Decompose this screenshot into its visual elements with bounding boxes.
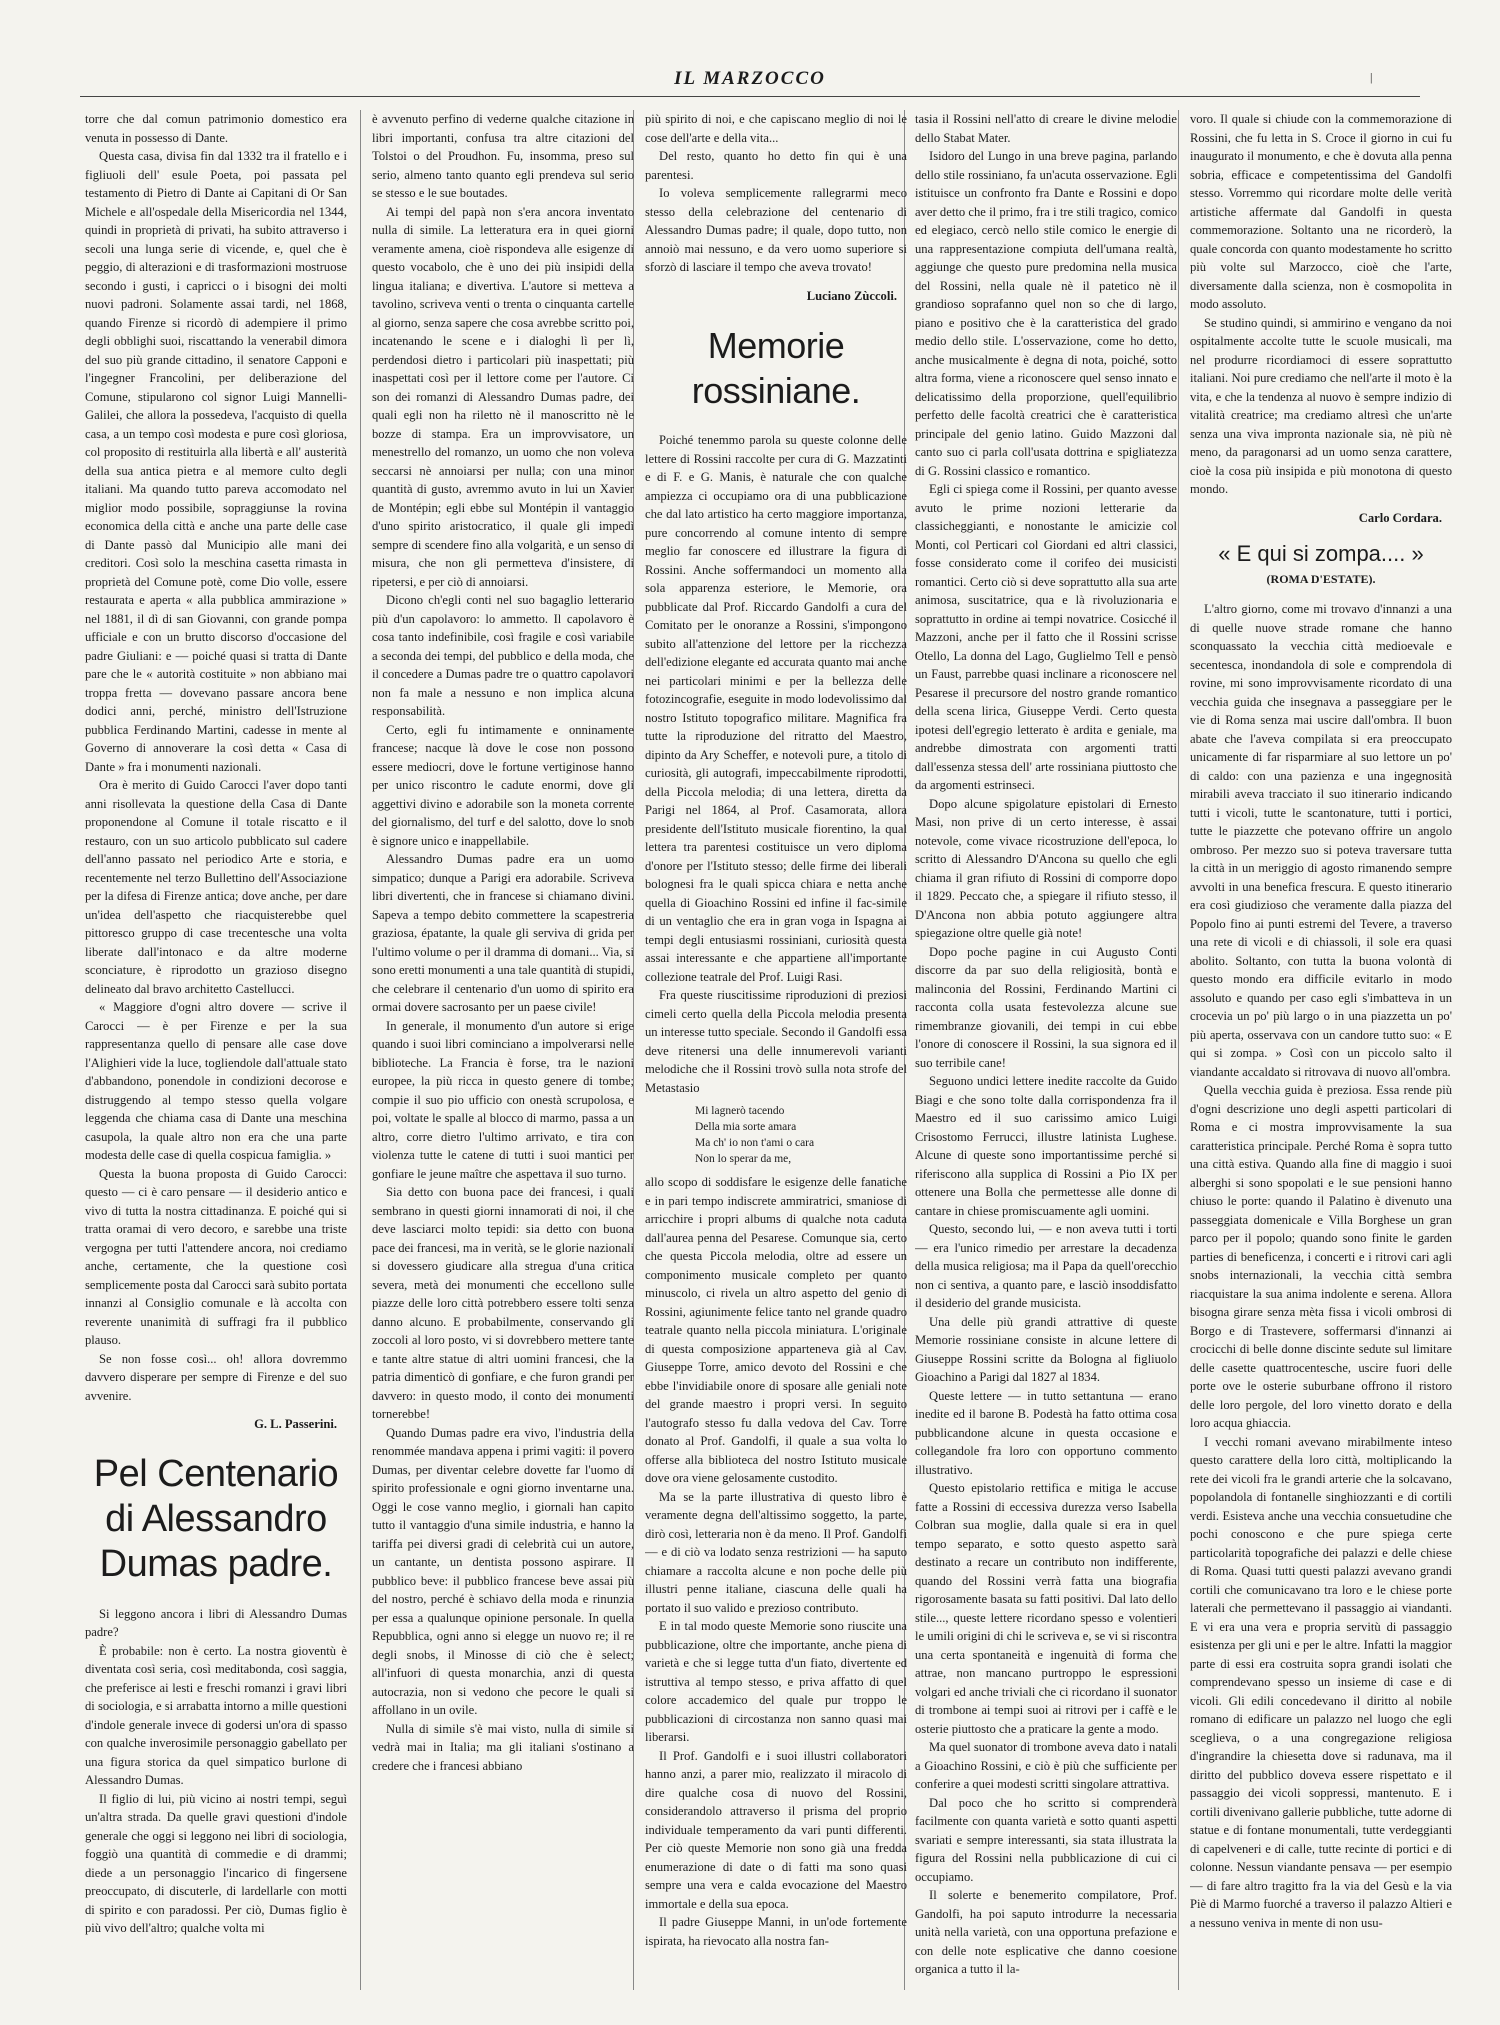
masthead: IL MARZOCCO: [674, 68, 826, 89]
paragraph: « Maggiore d'ogni altro dovere — scrive il Carocci — è per Firenze e per la sua rappresentanza quello di pensare alle case dove l'Alighieri vide la luce, togliendole dall'attuale stato d'abbandono, ponendole in condizioni decorose e distruggendo al tempo stesso quella volgare leggenda che chiama casa di Dante una meschina casupola, la quale altro non era che una parte modesta delle case di quella cospicua famiglia. »: [85, 1000, 347, 1162]
paragraph: Questo, secondo lui, — e non aveva tutti i torti — era l'unico rimedio per arrestare la decadenza della musica religiosa; ma il Papa da quell'orecchio non ci sentiva, a quanto pare, e lasciò insoddisfatto il desiderio del grande musicista.: [915, 1222, 1177, 1310]
paragraph: Io voleva semplicemente rallegrarmi meco stesso della celebrazione del centenario di Alessandro Dumas padre; il quale, dopo tutto, non annoiò mai nessuno, e da vero uomo superiore si sforzò di lasciare il tempo che aveva trovato!: [645, 186, 907, 274]
paragraph: Fra queste riuscitissime riproduzioni di preziosi cimeli certo quella della Piccola melodia presenta un interesse tutto speciale. Secondo il Gandolfi essa deve ritenersi una delle innumerevoli varianti melodiche che il Rossini trovò sulla nota strofe del Metastasio: [645, 988, 907, 1095]
paragraph: Queste lettere — in tutto settantuna — erano inedite ed il barone B. Podestà ha fatto ottima cosa pubblicandone alcune in questa occasione e collegandole fra loro con opportuno commento illustrativo.: [915, 1388, 1177, 1477]
article-subheading: (ROMA D'ESTATE).: [1266, 571, 1376, 586]
paragraph: più spirito di noi, e che capiscano meglio di noi le cose dell'arte e della vita...: [645, 112, 907, 145]
paragraph: Questa casa, divisa fin dal 1332 tra il fratello e i figliuoli dell' esule Poeta, poi passata pel testamento di Pietro di Dante ai Capitani di Or San Michele e all'ospedale della Misericordia nel 1344, quindi in proprietà di privati, ha subito attraverso i secoli una lunga serie di vicende, e, quel che è peggio, di alterazioni e di trasformazioni mostruose secondo i gusti, i capricci o i bisogni dei molti nuovi padroni. Solamente assai tardi, nel 1868, quando Firenze si ricordò di adempiere il primo degli obblighi suoi, riscattando la venerabil dimora del suo più grande cittadino, il senatore Capponi e l'ingegner Francolini, per deliberazione del Comune, stipularono col signor Luigi Mannelli-Galilei, che allora la possedeva, l'acquisto di quella casa, a un tempo così modesta e pure così gloriosa, col proposito di restituirla alla libertà e all' austerità della sua antica pietra e al memore culto degli italiani. Ma quando tutto pareva accomodato nel miglior modo possibile, sopraggiunse la rovina economica della città e anche una parte delle case di Dante passò dal Municipio alle mani dei creditori. Così solo la meschina casetta rimasta in proprietà del Comune potè, come Dio volle, essere restaurata e aperta « alla pubblica ammirazione » nel 1881, il dì di san Giovanni, con grande pompa ufficiale e con un brutto discorso d'occasione del padre Giuliani: e — poiché quasi si tratta di Dante pare che le « autorità costituite » non abbiano mai troppa fretta — dovevano passare ancora bene dodici anni, perché, ministro dell'Istruzione pubblica Ferdinando Martini, cadesse in mente al Governo di annoverare la così detta « Casa di Dante » fra i monumenti nazionali.: [85, 149, 347, 774]
paragraph: Il solerte e benemerito compilatore, Prof. Gandolfi, ha poi saputo introdurre la necessaria unità nella varietà, con una opportuna prefazione e con delle note esplicative che danno coesione organica a tutto il la-: [915, 1888, 1177, 1976]
author-signature: Carlo Cordara.: [1358, 510, 1442, 525]
paragraph: Dal poco che ho scritto si comprenderà facilmente con quanta varietà e sotto quanti aspetti svariati e sempre interessanti, sia stata illustrata la figura del Rossini nella pubblicazione di cui ci occupiamo.: [915, 1795, 1177, 1884]
verse-line: Ma ch' io non t'ami o cara: [695, 1137, 815, 1149]
paragraph: Questo epistolario rettifica e mitiga le accuse fatte a Rossini di eccessiva durezza verso Isabella Colbran sua moglie, dalla quale si era in quel tempo separato, e sotto questo aspetto sarà destinato a recare un contributo non indifferente, quando del Rossini verrà fatta una biografia rigorosamente basata su fatti positivi. Dal lato dello stile..., queste lettere ricordano spesso e volentieri le umili origini di chi le scriveva e, se vi si riscontra una certa spontaneità e ingenuità di forma che attrae, non mancano purtroppo le espressioni volgari ed anche triviali che ci ricordano il suonator di trombone ai tempi suoi ai ritrovi per i caffè e le osterie piuttosto che a praticare la gente a modo.: [915, 1481, 1177, 1736]
paragraph: Egli ci spiega come il Rossini, per quanto avesse avuto le prime nozioni letterarie da classicheggianti, e nonostante le amicizie col Monti, col Perticari col Giordani ed altri classici, fosse considerato come il corifeo dei musicisti romantici. Certo ciò si deve soprattutto alla sua arte animosa, suscitatrice, qua e là rivoluzionaria e soprattutto in ordine ai tempi novatrice. Cosicché il Mazzoni, anche per il fatto che il Rossini scrisse Otello, La donna del Lago, Guglielmo Tell e pensò un Faust, parrebbe quasi inclinare a riconoscere nel Pesarese il precursore del nostro grande romantico della scena lirica, Giuseppe Verdi. Certo questa ipotesi dell'egregio letterato è ardita e geniale, ma andrebbe dimostrata con argomenti tratti dall'essenza stessa dell' arte rossiniana piuttosto che da argomenti estrinseci.: [915, 482, 1177, 792]
paragraph: Ma se la parte illustrativa di questo libro è veramente degna dell'altissimo soggetto, la parte, dirò così, letteraria non è da meno. Il Prof. Gandolfi — e di ciò va lodato senza restrizioni — ha saputo chiamare a raccolta alcune e non poche delle più illustri penne italiane, ciascuna delle quali ha portato il suo valido e prezioso contributo.: [645, 1489, 907, 1615]
paragraph: Alessandro Dumas padre era un uomo simpatico; dunque a Parigi era adorabile. Scriveva libri divertenti, che in francese si chiamano divini. Sapeva a tempo debito commettere la scapestreria graziosa, épatante, la quale gli serviva di grida per l'ultimo volume o per il dramma di domani... Via, si sono eretti monumenti a una tale quantità di stupidi, che celebrare il centenario d'un uomo di spirito era ormai dovere sacrosanto per un paese civile!: [372, 852, 634, 1014]
paragraph: Del resto, quanto ho detto fin qui è una parentesi.: [645, 149, 907, 182]
paragraph: I vecchi romani avevano mirabilmente inteso questo carattere della loro città, moltiplicando la rete dei vicoli fra le grandi arterie che la solcavano, popolandola di fontanelle singhiozzanti e di cortili verdi. Esisteva anche una vecchia consuetudine che pochi conoscono e che pure spiega certe particolarità topografiche dei palazzi e delle chiese di Roma. Quasi tutti questi palazzi avevano grandi cortili che comunicavano tra loro e le chiese porte laterali che permettevano il passaggio ai viandanti. E vi era una vera e propria servitù di passaggio esistenza per gli uni e per le altre. Infatti la maggior parte di essi era costruita sopra grandi isolati che comprendevano spesso un insieme di case e di vicoli. Gli edili concedevano il diritto al nobile romano di edificare un palazzo nel luogo che egli sceglieva, o a una congregazione religiosa d'ingrandire la chiesetta dove si radunava, ma il diritto del pubblico doveva essere rispettato e il passaggio dei vicoli soppressi, mantenuto. E i cortili divenivano gallerie pubbliche, tutte adorne di statue e di fontane monumentali, tutte verdeggianti di capelveneri e di calle, tutte recinte di portici e di colonne. Nessun viandante pensava — per esempio — di fare altro tragitto fra la via del Gesù e la via Piè di Marmo fuorché a traverso il palazzo Altieri e a nessuno veniva in mente di non usu-: [1190, 1434, 1452, 1930]
column-1: [85, 110, 347, 1990]
verse-block: [695, 1103, 907, 1167]
paragraph: Quella vecchia guida è preziosa. Essa rende più d'ogni descrizione uno degli aspetti particolari di Roma e ci mostra improvvisamente la sua caratteristica principale. Perché Roma è sopra tutto una città estiva. Quando alla fine di maggio i suoi alberghi si sono spopolati e le sue pensioni hanno chiuso le porte: quando il Palatino è divenuto una passeggiata domenicale e Villa Borghese un gran parco per il popolo; quando sono finite le garden parties di beneficenza, i concerti e i ritrovi cari agli snobs internazionali, la vecchia città sembra riacquistare la sua anima indolente e serena. Allora bisogna girare senza mèta fissa i vicoli ombrosi di Borgo e di Trastevere, soffermarsi d'innanzi ai crocicchi di belle donne discinte sedute sul limitare delle casette quattrocentesche, uscire fuori delle porte ove le osterie suburbane offrono il ristoro delle loro pergole, del loro vinetto dorato e della loro acqua ghiaccia.: [1190, 1083, 1452, 1430]
column-3: [645, 110, 907, 1990]
verse-line: Mi lagnerò tacendo: [695, 1105, 785, 1117]
paragraph: Poiché tenemmo parola su queste colonne delle lettere di Rossini raccolte per cura di G. Mazzatinti e di F. e G. Manis, è naturale che con qualche ampiezza ci occupiamo ora di una pubblicazione che dal lato artistico ha certo maggiore importanza, pure concorrendo al comune intento di sempre meglio far conoscere ed illustrare la figura di Rossini. Anche soffermandoci un momento alla sola apparenza esteriore, le Memorie, ora pubblicate dal Prof. Riccardo Gandolfi a cura del Comitato per le onoranze a Rossini, s'impongono subito all'attenzione del lettore per la ricchezza dell'edizione elegante ed accurata quanto mai anche nei particolari minimi e per la bellezza delle fotozincografie, eseguite in modo lodevolissimo dal nostro Istituto topografico militare. Magnifica fra tutte la riproduzione del ritratto del Maestro, dipinto da Ary Scheffer, e notevoli pure, a titolo di curiosità, gli autografi, impeccabilmente riprodotti, della Piccola melodia; di una lettera, diretta da Parigi nel 1864, al Prof. Casamorata, allora presidente dell'Istituto musicale fiorentino, la qual lettera tra parentesi costituisce un vero diploma d'onore per l'Istituto stesso; delle firme dei liberali bolognesi fra le quali spicca chiara e netta anche quella di Gioachino Rossini ed infine il fac-simile di un ventaglio che era in gran voga in Ispagna ai tempi degli entusiasmi rossiniani, curiosità questa assai interessante e che appartiene all'importante collezione teatrale del Prof. Luigi Rasi.: [645, 433, 907, 984]
paragraph: Questa la buona proposta di Guido Carocci: questo — ci è caro pensare — il desiderio antico e vivo di tutta la nostra cittadinanza. E poiché qui si tratta oramai di vero decoro, e sarebbe una triste vergogna per tutti l'attendere ancora, noi crediamo anche, certamente, che la questione così semplicemente posta dal Carocci sarà subito portata innanzi al Consiglio comunale e là accolta con reverente unanimità di suffragi fra il pubblico plauso.: [85, 1166, 347, 1347]
paragraph: allo scopo di soddisfare le esigenze delle fanatiche e in pari tempo indiscrete ammiratrici, smaniose di arricchire i propri albums di qualche nota caduta dall'aurea penna del Pesarese. Comunque sia, certo che questa Piccola melodia, oltre ad essere un componimento musicale completo per quanto minuscolo, ci rivela un altro aspetto del genio di Rossini, agiunimente felice tanto nel grande quadro teatrale quanto nella piccola miniatura. L'originale di questa composizione apparteneva già al Cav. Giuseppe Torre, amico devoto del Rossini e che ebbe l'invidiabile onore di sposare alle geniali note del grande maestro i propri versi. In seguito l'autografo stesso fu dalla vedova del Cav. Torre donato al Prof. Gandolfi, il quale a sua volta lo offerse alla biblioteca del nostro Istituto musicale dove ora viene gelosamente custodito.: [645, 1175, 907, 1485]
paragraph: Ora è merito di Guido Carocci l'aver dopo tanti anni risollevata la questione della Casa di Dante proponendone al Comune il totale riscatto e il restauro, con un suo articolo pubblicato sul cadere dell'anno passato nel periodico Arte e storia, e recentemente nel terzo Bullettino dell'Associazione per la difesa di Firenze antica; dove anche, per dare un'idea dell'aspetto che riacquisterebbe quel pittoresco gruppo di case trecentesche una volta liberate dall'intonaco e da altre moderne sconciature, è riprodotto un grazioso disegno delineato dal bravo architetto Castellucci.: [85, 778, 347, 996]
paragraph: Isidoro del Lungo in una breve pagina, parlando dello stile rossiniano, fa un'acuta osservazione. Egli istituisce un confronto fra Dante e Rossini e dopo aver detto che il primo, fra i tre stili tragico, comico ed elegiaco, cercò nello stile comico le energie di una rappresentazione compiuta dell'umana realtà, aggiunge che questo pure predomina nella musica del Rossini, nella quale nè il patetico nè il grandioso soprafanno quel non so che di largo, piano e positivo che è la caratteristica del grado medio dello stile. L'osservazione, come ho detto, anche musicalmente è degna di nota, poiché, sotto altra forma, viene a riconoscere quel senso innato e delicatissimo della proporzione, quell'equilibrio perfetto delle facoltà creatrici che è caratteristica principale del genio latino. Guido Mazzoni dal canto suo ci parla coll'usata dottrina e spigliatezza di G. Rossini classico e romantico.: [915, 149, 1177, 478]
verse-line: Non lo sperar da me,: [695, 1153, 792, 1165]
column-divider: [360, 110, 361, 1990]
paragraph: Sia detto con buona pace dei francesi, i quali sembrano in questi giorni innamorati di noi, il che deve lasciarci molto tepidi: sia detto con buona pace dei francesi, ma in verità, se le glorie nazionali si dovessero giudicare alla stregua d'una critica severa, metà dei monumenti che eccellono sulle piazze delle loro città potrebbero essere tolti senza danno alcuno. E probabilmente, conservando gli zoccoli al loro posto, vi si dovrebbero mettere tante e tante altre statue di altri uomini francesi, che la patria dimenticò di gonfiare, e che furon grandi per davvero: in questo modo, il conto dei monumenti tornerebbe!: [372, 1185, 634, 1421]
article-headline: Memorie rossiniane.: [691, 325, 861, 411]
paragraph: Certo, egli fu intimamente e onninamente francese; nacque là dove le cose non possono essere mediocri, dove le fortune vertiginose hanno per unico riscontro le cadute enormi, dove gli aggettivi divino e adorabile son la moneta corrente del giornalismo, del turf e del salotto, dove lo snob è signore unico e inappellabile.: [372, 722, 634, 848]
author-signature: G. L. Passerini.: [254, 1417, 337, 1431]
paragraph: Dopo alcune spigolature epistolari di Ernesto Masi, non prive di un certo interesse, è assai notevole, come vivace ricostruzione dell'epoca, lo scritto di Alessandro D'Ancona su quello che egli chiama il gran rifiuto di Rossini di comporre dopo il 1829. Peccato che, a spiegare il rifiuto stesso, il D'Ancona non abbia potuto aggiungere altra spiegazione oltre quelle già note!: [915, 796, 1177, 940]
paragraph: Se non fosse così... oh! allora dovremmo davvero disperare per sempre di Firenze e del suo avvenire.: [85, 1351, 347, 1403]
paragraph: Seguono undici lettere inedite raccolte da Guido Biagi e che sono tolte dalla corrispondenza fra il Maestro ed il suo carissimo amico Luigi Crisostomo Ferrucci, illustre latinista Lughese. Alcune di queste sono importantissime perché si riferiscono alla supplica di Rossini a Pio IX per ottenere una Bolla che permettesse alle donne di cantare in chiese promiscuamente agli uomini.: [915, 1074, 1177, 1218]
paragraph: È probabile: non è certo. La nostra gioventù è diventata così seria, così meditabonda, così saggia, che preferisce ai lesti e freschi romanzi i gravi libri di sociologia, e si arrabatta intorno a mille questioni d'indole generale invece di godersi un'ora di spasso con qualche inverosimile personaggio gabellato per una figura storica da quel simpatico burlone di Alessandro Dumas.: [85, 1643, 347, 1787]
author-signature: Luciano Zùccoli.: [806, 288, 897, 303]
paragraph: Il Prof. Gandolfi e i suoi illustri collaboratori hanno anzi, a parer mio, realizzato il miracolo di dire qualche cosa di nuovo del Rossini, considerandolo attraverso il prisma del proprio individuale temperamento da vari punti differenti. Per ciò queste Memorie non sono già una fredda enumerazione di date o di fatti ma sono quasi sempre una vera e calda evocazione del Maestro immortale e della sua epoca.: [645, 1748, 907, 1911]
paragraph: torre che dal comun patrimonio domestico era venuta in possesso di Dante.: [85, 112, 347, 145]
column-4: [915, 110, 1177, 1990]
paragraph: voro. Il quale si chiude con la commemorazione di Rossini, che fu letta in S. Croce il giorno in cui fu inaugurato il monumento, e che è dovuta alla penna sobria, efficace e competentissima del Gandolfi stesso. Vorremmo qui ricordare molte delle verità artistiche affermate dal Gandolfi in questa commemorazione. Soltanto una ne ricorderò, la quale concorda con quanto modestamente ho scritto più volte sul Marzocco, cioè che l'arte, diversamente dalla scienza, non è cosmopolita in modo assoluto.: [1190, 112, 1452, 311]
verse-line: Della mia sorte amara: [695, 1121, 797, 1133]
paragraph: Una delle più grandi attrattive di queste Memorie rossiniane consiste in alcune lettere di Giuseppe Rossini scritte da Bologna al figliuolo Gioachino a Parigi dal 1827 al 1834.: [915, 1314, 1177, 1384]
paragraph: è avvenuto perfino di vederne qualche citazione in libri importanti, confusa tra altre citazioni del Tolstoi o del Proudhon. Fu, insomma, preso sul serio, almeno tanto quanto egli prendeva sul serio se stesso e le sue boutades.: [372, 112, 634, 200]
page-mark: |: [1370, 70, 1373, 84]
paragraph: Il padre Giuseppe Manni, in un'ode fortemente ispirata, ha rievocato alla nostra fan-: [645, 1915, 907, 1948]
paragraph: Nulla di simile s'è mai visto, nulla di simile si vedrà mai in Italia; ma gli italiani s'ostinano a credere che i francesi abbiano: [372, 1721, 634, 1773]
paragraph: L'altro giorno, come mi trovavo d'innanzi a una di quelle nuove strade romane che hanno sconquassato la vecchia città medioevale e secentesca, inondandola di sole e comprendola di rovine, mi sono improvvisamente ricordato di una vecchia guida che insegnava a passeggiare per le vie di Roma senza mai uscire dall'ombra. Il buon abate che l'aveva compilata si era preoccupato unicamente di far risparmiare al suo lettore un po' di caldo: con una pazienza e una ingegnosità mirabili aveva tracciato il suo itinerario indicando tutti i vicoli, tutte le scantonature, tutti i portici, tutte le piazzette che potevano offrire un angolo ombroso. Per mezzo suo si poteva traversare tutta la città in un meriggio di agosto rimanendo sempre avvolti in una benefica frescura. E questo itinerario era così giudizioso che veramente dalla piazza del Popolo fino ai punti estremi del Tevere, a traverso una rete di vicoli e di chiassoli, il sole era quasi abolito. Soltanto, con tutta la buona volontà di questo mondo era difficile evitarlo in modo assoluto e quando per caso egli s'imbatteva in un crocevia un po' più largo o in una piazzetta un po' più aperta, osservava con un candore tutto suo: « E qui si zompa. » Così con un piccolo salto il viandante accaldato si ritrovava di nuovo all'ombra.: [1190, 602, 1452, 1079]
paragraph: In generale, il monumento d'un autore si erige quando i suoi libri cominciano a impolverarsi nelle biblioteche. La Francia è forse, tra le nazioni europee, la più ricca in questo genere di tombe; compie il suo pio ufficio con onestà scrupolosa, e poi, voltate le spalle al blocco di marmo, passa a un altro, corre dietro l'ultimo arrivato, e tira con violenza tutte le catene di tutti i suoi mantici per gonfiare le jeune maître che aspettava il suo turno.: [372, 1018, 634, 1181]
paragraph: Ma quel suonator di trombone aveva dato i natali a Gioachino Rossini, e ciò è più che sufficiente per conferire a quei modesti scritti singolare attrattiva.: [915, 1740, 1177, 1791]
paragraph: Dicono ch'egli conti nel suo bagaglio letterario più d'un capolavoro: lo ammetto. Il capolavoro è cosa tanto indefinibile, così fragile e così variabile a seconda dei tempi, del pubblico e della moda, che il concedere a Dumas padre tre o quattro capolavori non fa male a nessuno e non implica alcuna responsabilità.: [372, 593, 634, 718]
header-rule: [80, 96, 1420, 97]
paragraph: Ai tempi del papà non s'era ancora inventato nulla di simile. La letteratura era in quei giorni veramente amena, cioè rispondeva alle esigenze di questo vocabolo, che è uno dei più insipidi della lingua italiana; e divertiva. L'autore si metteva a tavolino, scriveva venti o trenta o cinquanta cartelle al giorno, senza sapere che cosa avrebbe scritto poi, incatenando le scene e i dialoghi lì per lì, perdendosi dietro i particolari più inaspettati; più inaspettati così per il lettore come per l'autore. Ci son dei romanzi di Alessandro Dumas padre, dei quali egli non ha riletto nè il manoscritto nè le bozze di stampa. Era un improvvisatore, un menestrello del romanzo, un uomo che non voleva seccarsi nè annoiarsi per nulla; con una minor quantità di gusto, avremmo avuto in lui un Xavier de Montépin; egli ebbe sul Montépin il vantaggio d'uno spirito aristocratico, il quale gli impedì sempre di scendere fino alla volgarità, e un senso di misura, che non gli permetteva d'insistere, di ripetersi, e per ciò di annoiarsi.: [372, 204, 634, 589]
article-headline: Pel Centenario di Alessandro Dumas padre.: [93, 1452, 339, 1585]
paragraph: Si leggono ancora i libri di Alessandro Dumas padre?: [85, 1606, 347, 1639]
paragraph: Quando Dumas padre era vivo, l'industria della renommée mandava appena i primi vagiti: il povero Dumas, per diventar celebre dovette far l'uomo di spirito professionale e ogni giorno inventarne una. Oggi le cose vanno meglio, i giornali han capito tutto il vantaggio d'una simile industria, e hanno la tariffa pei diversi gradi di celebrità cui un autore, un cantante, un dentista possono aspirare. Il pubblico beve: il pubblico francese beve assai più del nostro, perché è schiavo della moda e rinunzia per essa a qualunque opinione personale. In quella Repubblica, ogni anno si elegge un nuovo re; il re degli snobs, il Minosse di ciò che è select; all'infuori di questa monarchia, anzi di questa autocrazia, non si vedono che pecore le quali si affollano in un ovile.: [372, 1425, 634, 1717]
paragraph: Se studino quindi, si ammirino e vengano da noi ospitalmente accolte tutte le scuole musicali, ma nel produrre ricordiamoci di essere soprattutto italiani. Noi pure crediamo che nell'arte il moto è la vita, e che la tendenza al nuovo è sempre indizio di vitalità creatrice; ma crediamo altresì che un'arte senza una viva impronta nazionale sia, nè più nè meno, da paragonarsi ad un uomo senza carattere, cioè la cosa più insipida e più monotona di questo mondo.: [1190, 315, 1452, 496]
paragraph: Il figlio di lui, più vicino ai nostri tempi, seguì un'altra strada. Da quelle gravi questioni d'indole generale che oggi si leggono nei libri di sociologia, foggiò una quantità di commedie e di drammi; diede a un personaggio l'incarico di fingersene preoccupato, di discuterle, di lardellarle con motti di spirito e con paradossi. Per ciò, Dumas figlio è più vivo dell'altro; qualche volta mi: [85, 1791, 347, 1935]
column-divider: [1178, 110, 1179, 1990]
paragraph: tasia il Rossini nell'atto di creare le divine melodie dello Stabat Mater.: [915, 112, 1177, 145]
column-5: [1190, 110, 1452, 1990]
paragraph: E in tal modo queste Memorie sono riuscite una pubblicazione, oltre che importante, anche piena di varietà e che si legge tutta d'un fiato, divertente ed istruttiva al tempo stesso, e priva affatto di quel colore accademico del quale pur troppo le pubblicazioni di circostanza non sanno quasi mai liberarsi.: [645, 1619, 907, 1744]
paragraph: Dopo poche pagine in cui Augusto Conti discorre da par suo della religiosità, bontà e malinconia del Rossini, Ferdinando Martini ci racconta colla usata festevolezza alcune sue rimembranze giovanili, dei tempi in cui ebbe l'onore di conoscere il Rossini, la sua signora ed il suo terribile cane!: [915, 944, 1177, 1070]
column-2: [372, 110, 634, 1990]
article-headline: « E qui si zompa.... »: [1218, 541, 1424, 566]
